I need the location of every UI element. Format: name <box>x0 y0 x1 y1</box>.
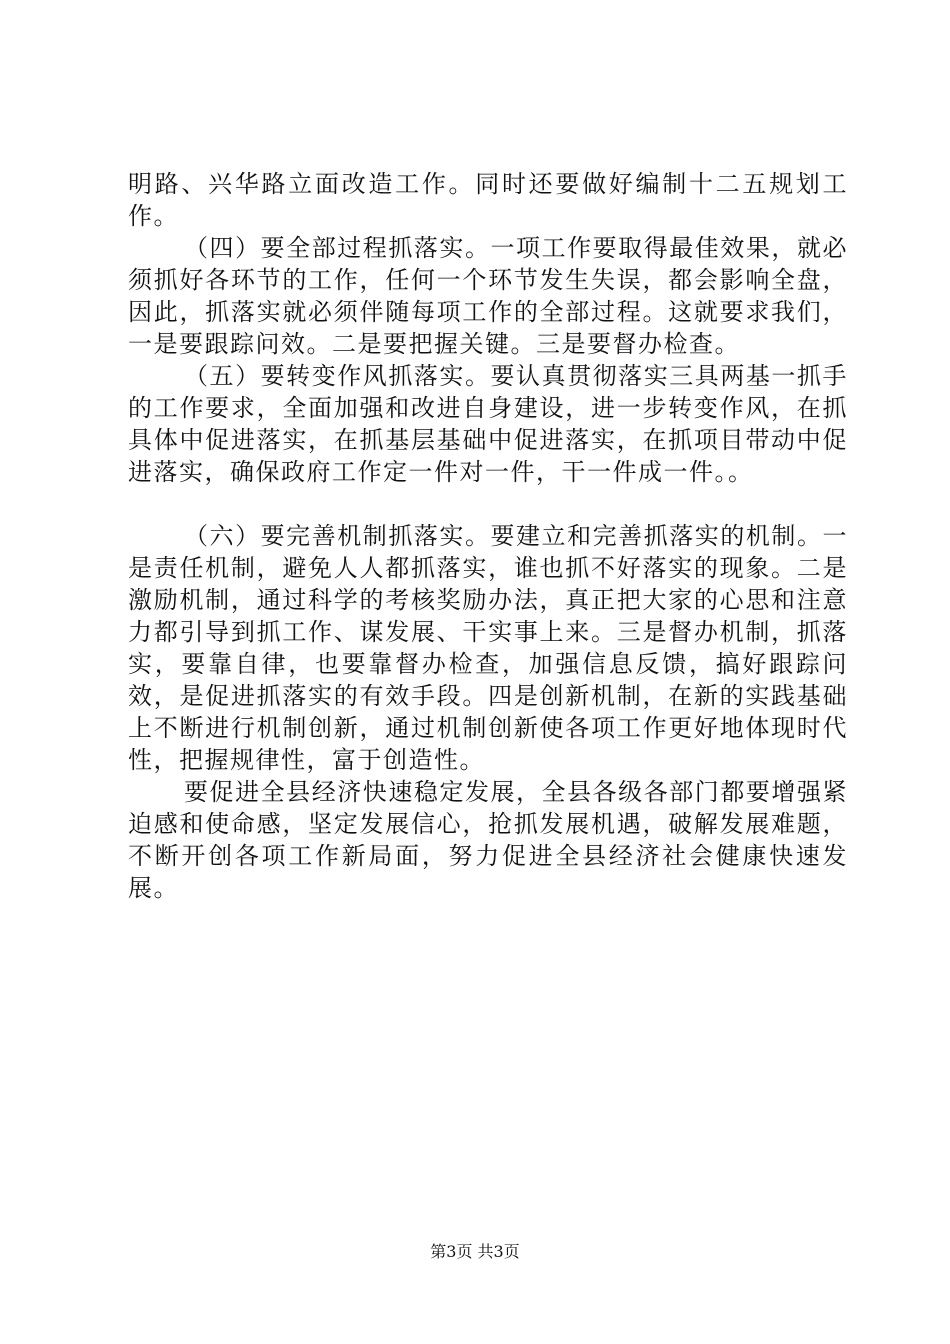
paragraph-section-6: （六）要完善机制抓落实。要建立和完善抓落实的机制。一是责任机制，避免人人都抓落实，谁也抓不好落实的现象。二是激励机制，通过科学的考核奖励办法，真正把大家的心思和注意力都引导到抓工作、谋发展、干实事上来。三是督办机制，抓落实，要靠自律，也要靠督办检查，加强信息反馈，搞好跟踪问效，是促进抓落实的有效手段。四是创新机制，在新的实践基础上不断进行机制创新，通过机制创新使各项工作更好地体现时代性，把握规律性，富于创造性。 <box>128 522 848 774</box>
paragraph-section-5: （五）要转变作风抓落实。要认真贯彻落实三具两基一抓手的工作要求，全面加强和改进自身建设，进一步转变作风，在抓具体中促进落实，在抓基层基础中促进落实，在抓项目带动中促进落实，确保政府工作定一件对一件，干一件成一件。。 <box>128 362 848 486</box>
page-footer: 第3页 共3页 <box>430 1242 520 1261</box>
document-body <box>128 168 848 904</box>
paragraph-conclusion: 要促进全县经济快速稳定发展，全县各级各部门都要增强紧迫感和使命感，坚定发展信心，抢抓发展机遇，破解发展难题，不断开创各项工作新局面，努力促进全县经济社会健康快速发展。 <box>128 778 848 902</box>
paragraph-section-4: （四）要全部过程抓落实。一项工作要取得最佳效果，就必须抓好各环节的工作，任何一个环节发生失误，都会影响全盘，因此，抓落实就必须伴随每项工作的全部过程。这就要求我们，一是要跟踪问效。二是要把握关键。三是要督办检查。 <box>128 234 848 358</box>
paragraph-continuation: 明路、兴华路立面改造工作。同时还要做好编制十二五规划工作。 <box>128 170 848 230</box>
